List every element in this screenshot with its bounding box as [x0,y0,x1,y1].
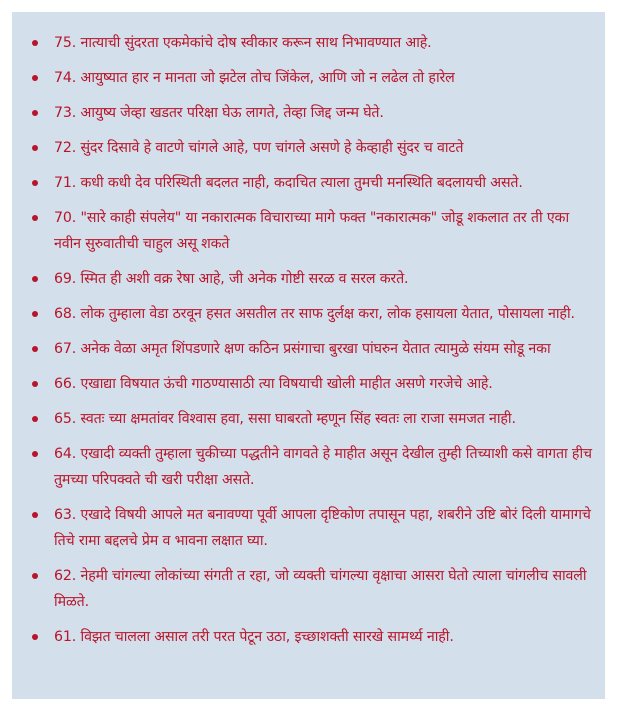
quote-text: 71. कधी कधी देव परिस्थिती बदलत नाही, कदाचित त्याला तुमची मनस्थिति बदलायची असते. [54,175,523,191]
quote-text: 62. नेहमी चांगल्या लोकांच्या संगती त रहा, जो व्यक्ती चांगल्या वृक्षाचा आसरा घेतो त्याला चांगलीच सावली मिळते. [54,568,587,610]
list-item [32,371,593,397]
quote-text: 63. एखादे विषयी आपले मत बनावण्या पूर्वी आपला दृष्टिकोण तपासून पहा, शबरीने उष्टि बोरं दिली यामागचे तिचे रामा बद्दलचे प्रेम व भावना लक्षात घ्या. [54,507,591,549]
list-item [32,563,593,615]
list-item [32,65,593,91]
quote-text: 68. लोक तुम्हाला वेडा ठरवून हसत असतील तर साफ दुर्लक्ष करा, लोक हसायला येतात, पोसायला नाही. [54,306,575,322]
bullet-icon [32,110,38,116]
bullet-icon [32,381,38,387]
bullet-icon [32,416,38,422]
bullet-icon [32,276,38,282]
bullet-icon [32,634,38,640]
quote-text: 67. अनेक वेळा अमृत शिंपडणारे क्षण कठिन प्रसंगाचा बुरखा पांघरुन येतात त्यामुळे संयम सोडू नका [54,341,551,357]
quotes-list [32,30,593,650]
quote-text: 73. आयुष्य जेव्हा खडतर परिक्षा घेऊ लागते, तेव्हा जिद्द जन्म घेते. [54,105,384,121]
list-item [32,624,593,650]
quote-text: 72. सुंदर दिसावे हे वाटणे चांगले आहे, पण चांगले असणे हे केव्हाही सुंदर च वाटते [54,140,464,156]
quote-text: 65. स्वतः च्या क्षमतांवर विश्वास हवा, ससा घाबरतो म्हणून सिंह स्वतः ला राजा समजत नाही. [54,411,516,427]
list-item [32,30,593,56]
bullet-icon [32,40,38,46]
quotes-panel [12,12,605,699]
quote-text: 70. "सारे काही संपलेय" या नकारात्मक विचाराच्या मागे फक्त "नकारात्मक" जोडू शकलात तर ती एका नवीन सुरुवातीची चाहुल असू शकते [54,210,569,252]
bullet-icon [32,75,38,81]
quote-text: 66. एखाद्या विषयात ऊंची गाठण्यासाठी त्या विषयाची खोली माहीत असणे गरजेचे आहे. [54,376,493,392]
list-item [32,406,593,432]
bullet-icon [32,215,38,221]
bullet-icon [32,145,38,151]
list-item [32,170,593,196]
quote-text: 64. एखादी व्यक्ती तुम्हाला चुकीच्या पद्धतीने वागवते हे माहीत असून देखील तुम्ही तिच्याशी कसे वागता हीच तुमच्या परिपक्वते ची खरी परीक्षा असते. [54,446,592,488]
list-item [32,135,593,161]
quote-text: 75. नात्याची सुंदरता एकमेकांचे दोष स्वीकार करून साथ निभावण्यात आहे. [54,35,432,51]
list-item [32,301,593,327]
bullet-icon [32,512,38,518]
bullet-icon [32,451,38,457]
bullet-icon [32,573,38,579]
quote-text: 61. विझत चालला असाल तरी परत पेटून उठा, इच्छाशक्ती सारखे सामर्थ्य नाही. [54,629,454,645]
quote-text: 69. स्मित ही अशी वक्र रेषा आहे, जी अनेक गोष्टी सरळ व सरल करते. [54,271,409,287]
quote-text: 74. आयुष्यात हार न मानता जो झटेल तोच जिंकेल, आणि जो न लढेल तो हारेल [54,70,455,86]
bullet-icon [32,180,38,186]
list-item [32,502,593,554]
list-item [32,441,593,493]
list-item [32,266,593,292]
bullet-icon [32,346,38,352]
list-item [32,205,593,257]
bullet-icon [32,311,38,317]
list-item [32,100,593,126]
list-item [32,336,593,362]
